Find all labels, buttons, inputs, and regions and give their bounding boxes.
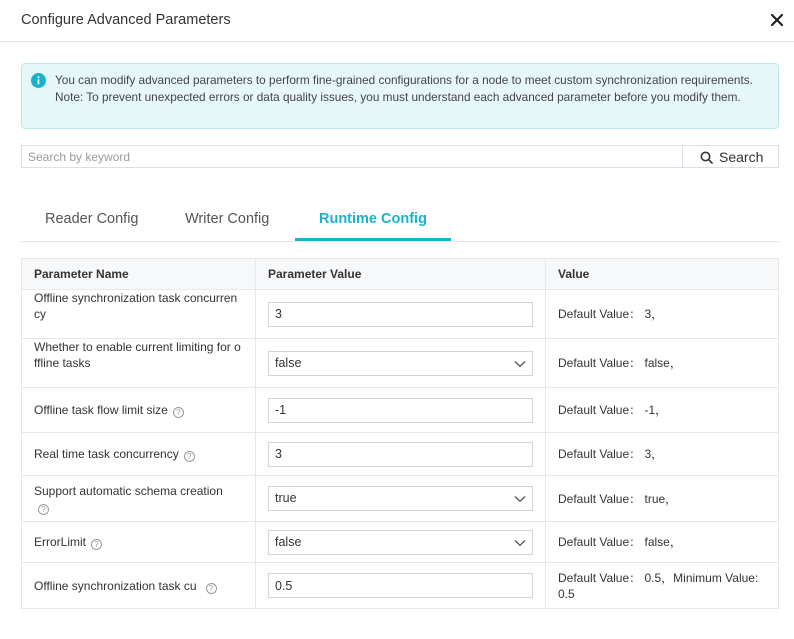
search-icon — [700, 151, 713, 164]
parameter-name: Real time task concurrency — [34, 447, 179, 461]
table-row — [22, 522, 779, 563]
default-value-cell: Default Value： false， — [546, 339, 779, 388]
parameter-name: Whether to enable current limiting for offline tasks — [34, 340, 241, 370]
table-row — [22, 388, 779, 433]
column-header-parameter-value: Parameter Value — [256, 259, 546, 290]
default-value-cell: Default Value： 0.5，Minimum Value:0.5 — [546, 563, 779, 609]
parameter-value-select[interactable] — [268, 486, 533, 511]
parameter-name-cell — [22, 433, 256, 476]
parameter-name: Support automatic schema creation — [34, 483, 223, 498]
info-icon — [31, 73, 46, 88]
parameter-name-cell — [22, 563, 256, 609]
parameter-name: Offline synchronization task cu — [34, 578, 197, 593]
search-bar — [21, 145, 779, 168]
parameter-name-cell — [22, 476, 256, 522]
question-circle-icon[interactable]: ? — [173, 407, 184, 418]
parameter-name-cell — [22, 290, 256, 339]
parameter-value-input[interactable] — [268, 573, 533, 598]
notice-text: You can modify advanced parameters to perform fine-grained configurations for a node to meet custom synchronization requirements. Note: To prevent unexpected errors or data quality issues, you must understand each advanced parameter before you modify them. — [55, 73, 753, 104]
question-circle-icon[interactable]: ? — [91, 539, 102, 550]
table-header-row — [22, 259, 779, 290]
table-row — [22, 476, 779, 522]
selected-value: true — [275, 491, 297, 505]
parameter-value-cell — [256, 339, 546, 388]
parameter-name-cell — [22, 388, 256, 433]
default-value-cell: Default Value： true， — [546, 476, 779, 522]
search-button[interactable] — [682, 145, 779, 168]
config-tabs — [21, 196, 779, 242]
dialog-body — [0, 43, 794, 639]
column-header-value: Value — [546, 259, 779, 290]
tab-reader-config[interactable]: Reader Config — [45, 211, 139, 227]
question-circle-icon[interactable]: ? — [38, 504, 49, 515]
selected-value: false — [275, 534, 302, 549]
parameter-value-cell — [256, 290, 546, 339]
table-row — [22, 290, 779, 339]
info-notice — [21, 63, 779, 129]
question-circle-icon[interactable]: ? — [206, 583, 217, 594]
parameters-table — [21, 258, 779, 609]
parameter-value-cell — [256, 433, 546, 476]
parameter-value-input[interactable] — [268, 398, 533, 423]
search-button-label: Search — [719, 149, 764, 165]
table-row — [22, 563, 779, 609]
parameter-value-select[interactable] — [268, 530, 533, 555]
active-tab-indicator — [295, 238, 451, 241]
tab-writer-config[interactable]: Writer Config — [185, 211, 270, 227]
close-icon[interactable] — [768, 11, 786, 29]
default-value-cell: Default Value： false， — [546, 522, 779, 563]
search-input[interactable] — [21, 145, 683, 168]
parameter-name-cell — [22, 522, 256, 563]
chevron-down-icon — [514, 539, 526, 547]
parameter-value-select[interactable] — [268, 351, 533, 376]
column-header-parameter-name: Parameter Name — [22, 259, 256, 290]
dialog-title: Configure Advanced Parameters — [21, 12, 231, 28]
table-row — [22, 339, 779, 388]
default-value-cell: Default Value： -1， — [546, 388, 779, 433]
parameter-name-cell — [22, 339, 256, 388]
chevron-down-icon — [514, 360, 526, 368]
parameter-value-cell — [256, 476, 546, 522]
parameter-value-input[interactable] — [268, 442, 533, 467]
tab-runtime-config[interactable]: Runtime Config — [319, 211, 427, 227]
selected-value: false — [275, 355, 302, 370]
question-circle-icon[interactable]: ? — [184, 451, 195, 462]
parameter-name: ErrorLimit — [34, 535, 87, 549]
default-value-cell: Default Value： 3， — [546, 290, 779, 339]
parameter-name: Offline task flow limit size — [34, 403, 168, 417]
parameter-value-input[interactable] — [268, 302, 533, 327]
parameter-value-cell — [256, 563, 546, 609]
dialog-header — [0, 0, 794, 42]
default-value-cell: Default Value： 3， — [546, 433, 779, 476]
chevron-down-icon — [514, 495, 526, 503]
parameter-name: Offline synchronization task concurrency — [34, 291, 238, 321]
parameter-value-cell — [256, 522, 546, 563]
table-row — [22, 433, 779, 476]
parameter-value-cell — [256, 388, 546, 433]
